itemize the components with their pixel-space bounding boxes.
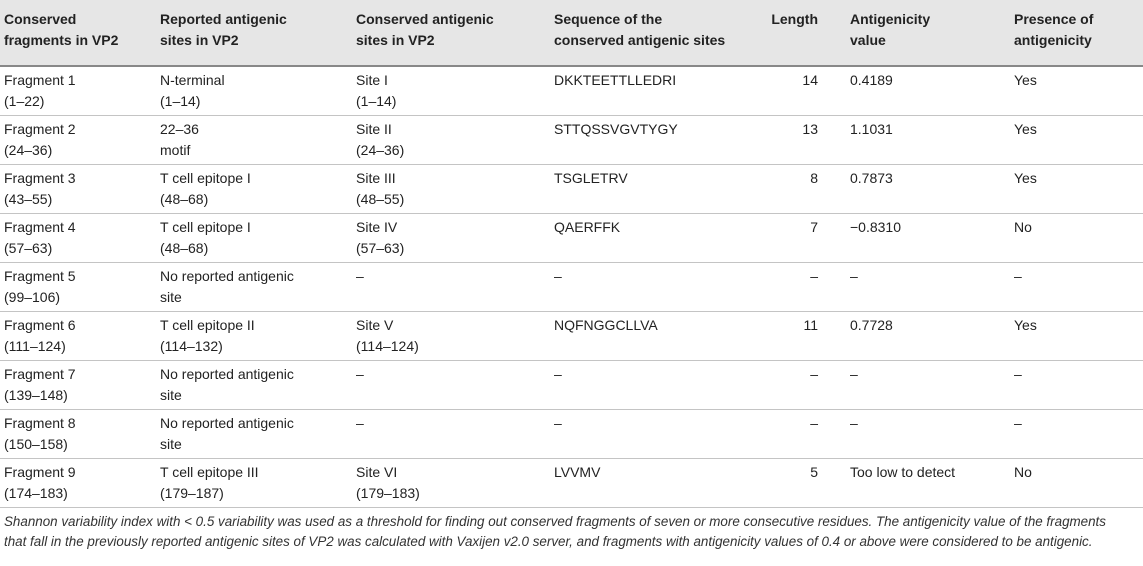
cell-presence: – [1014, 267, 1022, 284]
footnote-line: that fall in the previously reported antigenic sites of VP2 was calculated with Vaxijen v2.0 server, and fragments with antigenicity values of 0.4 or above were considered to be antigenic. [4, 534, 1093, 549]
cell-sequence: – [554, 267, 562, 284]
cell-fragment: Fragment 9 (174–183) [4, 463, 76, 501]
cell-length: 7 [810, 218, 818, 235]
cell-antigenicity-value: – [850, 414, 858, 431]
table-row [0, 458, 1143, 507]
cell-reported-site: T cell epitope III (179–187) [160, 463, 259, 501]
cell-reported-site: N-terminal (1–14) [160, 72, 225, 109]
table-row [0, 66, 1143, 115]
cell-fragment: Fragment 5 (99–106) [4, 267, 76, 305]
cell-antigenicity-value: Too low to detect [850, 463, 956, 480]
cell-conserved-site: – [356, 414, 364, 431]
cell-length: – [810, 267, 818, 284]
cell-antigenicity-value: 0.7873 [850, 169, 893, 186]
cell-length: – [810, 414, 818, 431]
header-presence: Presence of antigenicity [1014, 11, 1094, 48]
cell-fragment: Fragment 1 (1–22) [4, 72, 76, 109]
header-sequence: Sequence of the conserved antigenic sites [554, 11, 726, 48]
cell-conserved-site: Site VI (179–183) [356, 463, 420, 501]
table-row [0, 311, 1143, 360]
cell-reported-site: 22–36 motif [160, 120, 199, 158]
header-conserved-sites: Conserved antigenic sites in VP2 [356, 11, 494, 48]
cell-antigenicity-value: – [850, 365, 858, 382]
cell-reported-site: No reported antigenic site [160, 365, 294, 403]
cell-antigenicity-value: – [850, 267, 858, 284]
cell-fragment: Fragment 8 (150–158) [4, 414, 76, 452]
cell-sequence: LVVMV [554, 463, 601, 480]
cell-presence: No [1014, 218, 1032, 235]
table-row [0, 409, 1143, 458]
cell-presence: Yes [1014, 316, 1037, 333]
footnote-line: Shannon variability index with < 0.5 variability was used as a threshold for finding out conserved fragments of seven or more consecutive residues. The antigenicity value of the fragments [4, 514, 1106, 529]
cell-conserved-site: Site V (114–124) [356, 316, 419, 354]
cell-presence: No [1014, 463, 1032, 480]
cell-length: 8 [810, 169, 818, 186]
cell-sequence: NQFNGGCLLVA [554, 316, 658, 333]
cell-sequence: DKKTEETTLLEDRI [554, 72, 677, 88]
table-footnote [4, 512, 1140, 552]
cell-length: 11 [803, 316, 818, 333]
cell-antigenicity-value: 0.7728 [850, 316, 893, 333]
cell-reported-site: T cell epitope I (48–68) [160, 169, 251, 207]
cell-presence: – [1014, 365, 1022, 382]
cell-length: 5 [810, 463, 818, 480]
cell-reported-site: T cell epitope II (114–132) [160, 316, 255, 354]
cell-presence: Yes [1014, 120, 1037, 137]
cell-sequence: QAERFFK [554, 218, 621, 235]
table-row [0, 164, 1143, 213]
cell-conserved-site: Site II (24–36) [356, 120, 405, 158]
table-row [0, 360, 1143, 409]
cell-sequence: TSGLETRV [554, 169, 628, 186]
header-conserved-fragments: Conserved fragments in VP2 [4, 11, 119, 48]
cell-conserved-site: Site IV (57–63) [356, 218, 405, 256]
cell-fragment: Fragment 3 (43–55) [4, 169, 76, 207]
cell-reported-site: T cell epitope I (48–68) [160, 218, 251, 256]
cell-sequence: STTQSSVGVTYGY [554, 120, 678, 137]
table-row [0, 262, 1143, 311]
cell-conserved-site: Site I (1–14) [356, 72, 397, 109]
cell-length: 14 [802, 72, 818, 88]
cell-sequence: – [554, 365, 562, 382]
cell-presence: – [1014, 414, 1022, 431]
header-length: Length [771, 11, 818, 27]
cell-fragment: Fragment 4 (57–63) [4, 218, 76, 256]
cell-conserved-site: Site III (48–55) [356, 169, 405, 207]
cell-fragment: Fragment 2 (24–36) [4, 120, 76, 158]
cell-conserved-site: – [356, 365, 364, 382]
cell-length: 13 [802, 120, 818, 137]
table-body [0, 66, 1143, 507]
cell-sequence: – [554, 414, 562, 431]
cell-reported-site: No reported antigenic site [160, 267, 294, 305]
cell-antigenicity-value: 1.1031 [850, 120, 893, 137]
header-reported-sites: Reported antigenic sites in VP2 [160, 11, 287, 48]
table-header-row [0, 0, 1143, 66]
cell-length: – [810, 365, 818, 382]
cell-presence: Yes [1014, 72, 1037, 88]
cell-fragment: Fragment 7 (139–148) [4, 365, 76, 403]
cell-antigenicity-value: 0.4189 [850, 72, 893, 88]
table-row [0, 115, 1143, 164]
header-antigenicity-value: Antigenicity value [850, 11, 931, 48]
cell-conserved-site: – [356, 267, 364, 284]
table-row [0, 213, 1143, 262]
cell-presence: Yes [1014, 169, 1037, 186]
cell-antigenicity-value: −0.8310 [850, 218, 901, 235]
cell-reported-site: No reported antigenic site [160, 414, 294, 452]
cell-fragment: Fragment 6 (111–124) [4, 316, 76, 354]
